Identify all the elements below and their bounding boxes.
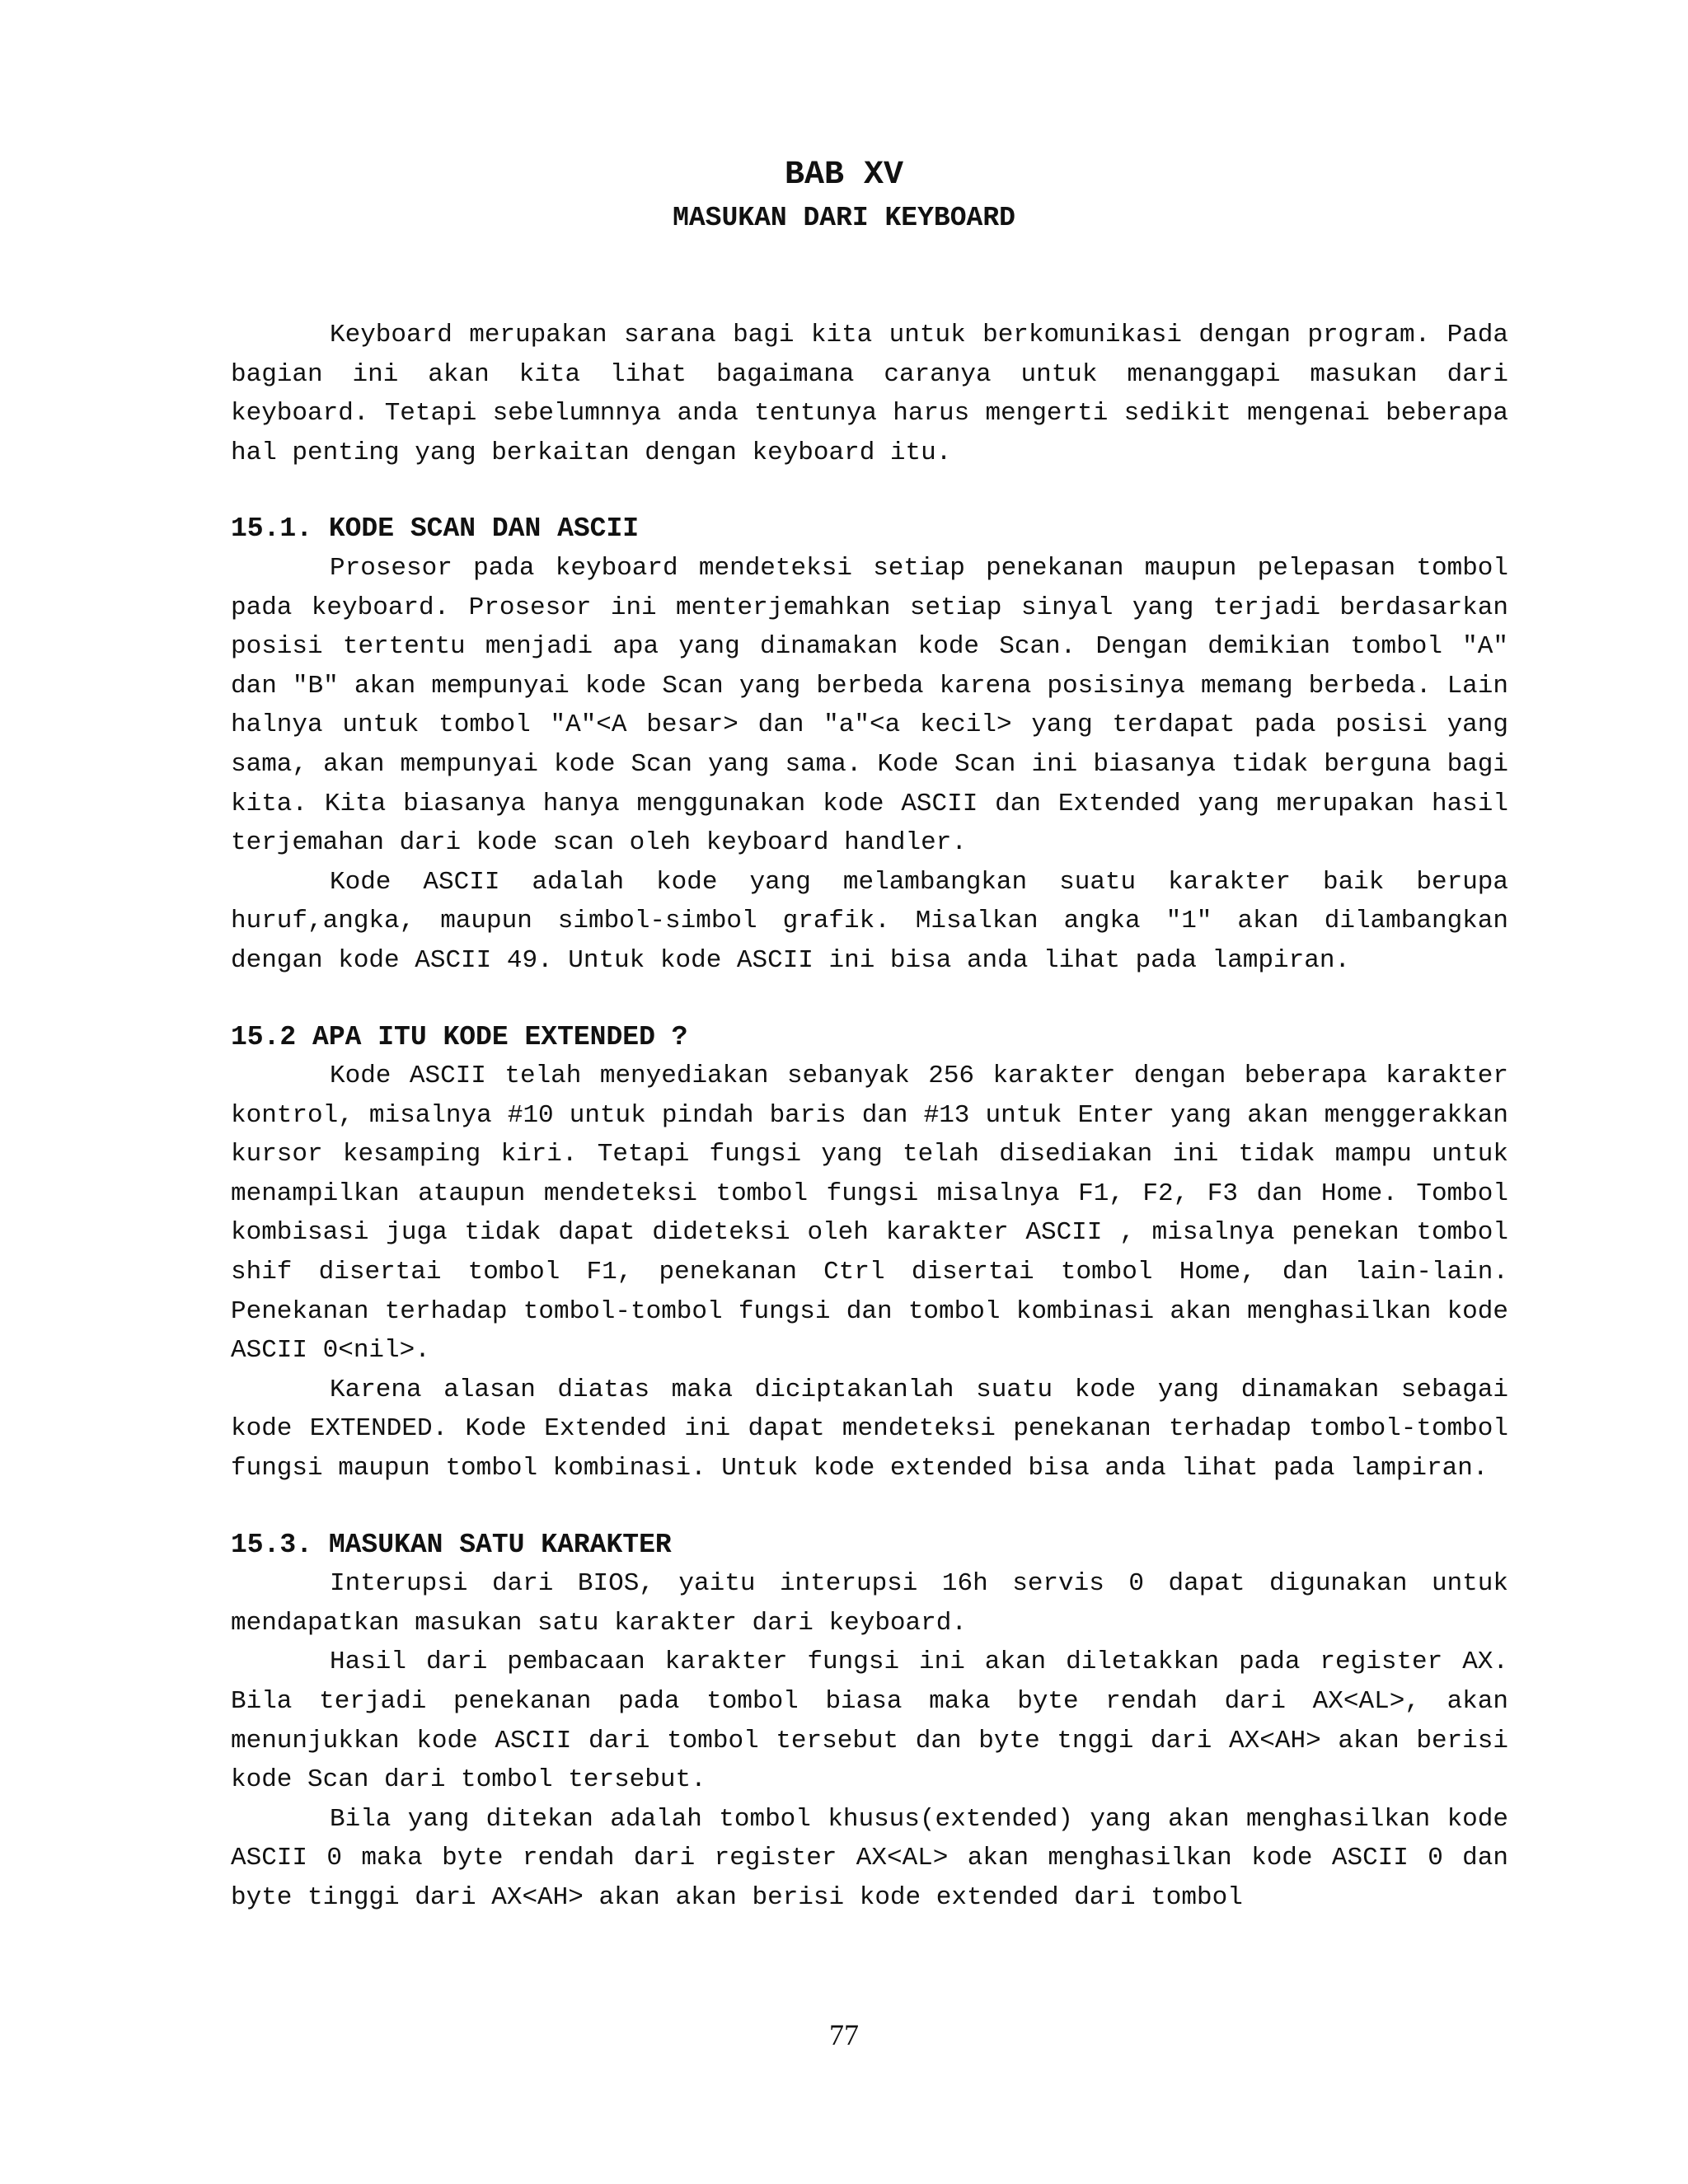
section-heading-15-2: 15.2 APA ITU KODE EXTENDED ? (231, 1021, 688, 1052)
chapter-title: MASUKAN DARI KEYBOARD (673, 203, 1015, 233)
section-15-3-paragraph-2: Hasil dari pembacaan karakter fungsi ini akan diletakkan pada register AX. Bila terjadi penekanan pada tombol biasa maka byte rendah dari AX<AL>, akan menunjukkan kode ASCII dari tombol tersebut dan byte tnggi dari AX<AH> akan berisi kode Scan dari tombol tersebut. (231, 1647, 1508, 1795)
section-15-2-paragraph-2: Karena alasan diatas maka diciptakanlah suatu kode yang dinamakan sebagai kode EXTENDED. Kode Extended ini dapat mendeteksi penekanan terhadap tombol-tombol fungsi maupun tombol kombinasi. Untuk kode extended bisa anda lihat pada lampiran. (231, 1375, 1508, 1483)
section-15-3-paragraph-3: Bila yang ditekan adalah tombol khusus(extended) yang akan menghasilkan kode ASCII 0 maka byte rendah dari register AX<AL> akan menghasilkan kode ASCII 0 dan byte tinggi dari AX<AH> akan akan berisi kode extended dari tombol (231, 1804, 1508, 1912)
section-15-3-paragraph-1: Interupsi dari BIOS, yaitu interupsi 16h servis 0 dapat digunakan untuk mendapatkan masukan satu karakter dari keyboard. (231, 1569, 1508, 1638)
section-15-1-paragraph-2: Kode ASCII adalah kode yang melambangkan suatu karakter baik berupa huruf,angka, maupun simbol-simbol grafik. Misalkan angka "1" akan dilambangkan dengan kode ASCII 49. Untuk kode ASCII ini bisa anda lihat pada lampiran. (231, 867, 1508, 975)
section-spacer (231, 472, 1508, 509)
intro-paragraph: Keyboard merupakan sarana bagi kita untuk berkomunikasi dengan program. Pada bagian ini akan kita lihat bagaimana caranya untuk menanggapi masukan dari keyboard. Tetapi sebelumnnya anda tentunya harus mengerti sedikit mengenai beberapa hal penting yang berkaitan dengan keyboard itu. (231, 321, 1508, 467)
section-heading-15-3: 15.3. MASUKAN SATU KARAKTER (231, 1529, 672, 1560)
section-spacer (231, 981, 1508, 1018)
body-text (231, 316, 1508, 1918)
page-number: 77 (829, 2018, 859, 2051)
section-spacer (231, 1488, 1508, 1526)
chapter-number: BAB XV (784, 157, 904, 194)
section-heading-15-1: 15.1. KODE SCAN DAN ASCII (231, 513, 640, 545)
section-15-2-paragraph-1: Kode ASCII telah menyediakan sebanyak 256 karakter dengan beberapa karakter kontrol, misalnya #10 untuk pindah baris dan #13 untuk Enter yang akan menggerakkan kursor kesamping kiri. Tetapi fungsi yang telah disediakan ini tidak mampu untuk menampilkan ataupun mendeteksi tombol fungsi misalnya F1, F2, F3 dan Home. Tombol kombisasi juga tidak dapat dideteksi oleh karakter ASCII , misalnya penekan tombol shif disertai tombol F1, penekanan Ctrl disertai tombol Home, dan lain-lain. Penekanan terhadap tombol-tombol fungsi dan tombol kombinasi akan menghasilkan kode ASCII 0<nil>. (231, 1062, 1508, 1366)
section-15-1-paragraph-1: Prosesor pada keyboard mendeteksi setiap penekanan maupun pelepasan tombol pada keyboard. Prosesor ini menterjemahkan setiap sinyal yang terjadi berdasarkan posisi tertentu menjadi apa yang dinamakan kode Scan. Dengan demikian tombol "A" dan "B" akan mempunyai kode Scan yang berbeda karena posisinya memang berbeda. Lain halnya untuk tombol "A"<A besar> dan "a"<a kecil> yang terdapat pada posisi yang sama, akan mempunyai kode Scan yang sama. Kode Scan ini biasanya tidak berguna bagi kita. Kita biasanya hanya menggunakan kode ASCII dan Extended yang merupakan hasil terjemahan dari kode scan oleh keyboard handler. (231, 553, 1508, 858)
